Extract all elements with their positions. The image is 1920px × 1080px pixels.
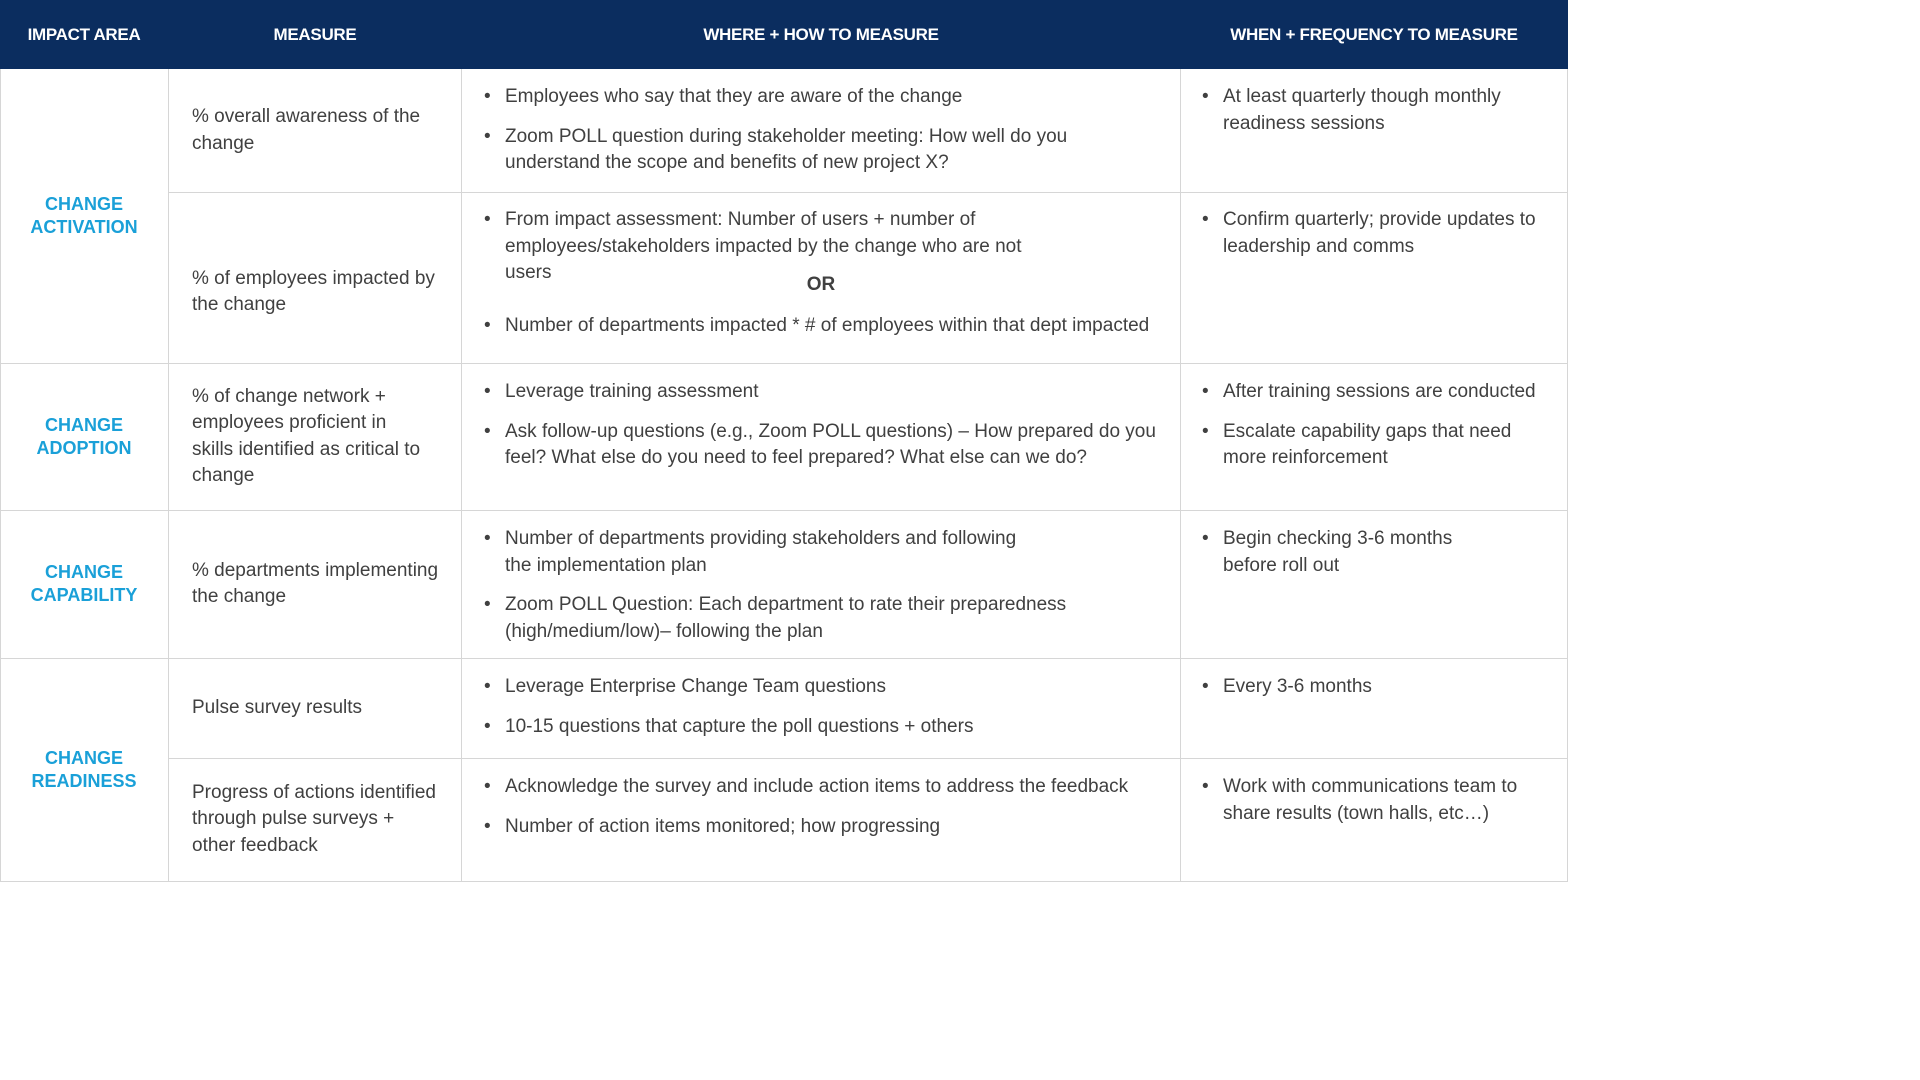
list-item: • Ask follow-up questions (e.g., Zoom POLL questions) – How prepared do you feel? What else do you need to feel prepared? What else can we do? [484, 419, 1160, 472]
measure-cell: Pulse survey results [192, 696, 363, 718]
when-frequency-list [1202, 526, 1554, 592]
where-how-list [484, 526, 1164, 658]
list-item: • Number of departments impacted * # of employees within that dept impacted [484, 313, 1164, 340]
list-item: • Zoom POLL question during stakeholder meeting: How well do you understand the scope and benefits of new project X? [484, 124, 1085, 177]
header-where-how: WHERE + HOW TO MEASURE [703, 24, 939, 44]
impact-area-label: CHANGE ADOPTION [36, 414, 132, 458]
list-item: • Work with communications team to share results (town halls, etc…) [1202, 774, 1523, 827]
table-header [0, 0, 1568, 69]
list-item: • Every 3-6 months [1202, 674, 1554, 701]
when-frequency-list [1202, 674, 1554, 714]
where-how-list [484, 774, 1164, 853]
when-frequency-list [1202, 774, 1554, 840]
list-item: • After training sessions are conducted [1202, 379, 1554, 406]
list-item: • 10-15 questions that capture the poll questions + others [484, 714, 1164, 741]
measure-cell: % of employees impacted by the change [192, 267, 435, 315]
where-how-list [484, 84, 1164, 190]
list-item: • Leverage training assessment [484, 379, 1164, 406]
list-item: • Escalate capability gaps that need more reinforcement [1202, 419, 1528, 472]
impact-area-label: CHANGE ACTIVATION [30, 194, 138, 237]
list-item: • Number of departments providing stakeholders and following the implementation plan [484, 526, 1045, 579]
list-item: • Employees who say that they are aware of the change [484, 84, 1164, 111]
impact-area-adoption [0, 363, 168, 510]
where-how-list [484, 674, 1164, 753]
impact-area-label: CHANGE CAPABILITY [30, 562, 138, 605]
grid-line [461, 69, 462, 882]
grid-line [168, 69, 169, 882]
measure-cell: % overall awareness of the change [192, 106, 421, 154]
impact-area-capability [0, 510, 168, 658]
impact-area-readiness [0, 658, 168, 882]
list-item: • Confirm quarterly; provide updates to leadership and comms [1202, 207, 1543, 260]
where-how-list [484, 379, 1164, 485]
when-frequency-list [1202, 379, 1554, 485]
impact-area-activation [0, 69, 168, 363]
grid-line [1567, 69, 1568, 882]
header-impact-area: IMPACT AREA [27, 24, 141, 44]
impact-area-label: CHANGE READINESS [31, 748, 137, 791]
or-separator: OR [806, 274, 836, 295]
when-frequency-list [1202, 207, 1554, 273]
list-item: • Number of action items monitored; how progressing [484, 814, 1164, 841]
list-item: • Leverage Enterprise Change Team questions [484, 674, 1164, 701]
list-item: • Begin checking 3-6 months before roll out [1202, 526, 1463, 579]
grid-line [1180, 69, 1181, 882]
header-when-frequency: WHEN + FREQUENCY TO MEASURE [1230, 24, 1518, 44]
list-item: • At least quarterly though monthly readiness sessions [1202, 84, 1523, 137]
header-measure: MEASURE [273, 24, 357, 44]
measure-cell: % departments implementing the change [192, 559, 439, 607]
measure-cell: Progress of actions identified through pulse surveys + other feedback [192, 781, 436, 856]
list-item: • From impact assessment: Number of users + number of employees/stakeholders impacted by the change who are not users [484, 207, 1070, 287]
grid-line [0, 881, 1568, 882]
list-item: • Acknowledge the survey and include action items to address the feedback [484, 774, 1164, 801]
where-how-list [484, 313, 1164, 353]
list-item: • Zoom POLL Question: Each department to rate their preparedness (high/medium/low)– following the plan [484, 592, 1090, 645]
when-frequency-list [1202, 84, 1554, 150]
measure-cell: % of change network + employees proficient in skills identified as critical to change [192, 385, 421, 486]
